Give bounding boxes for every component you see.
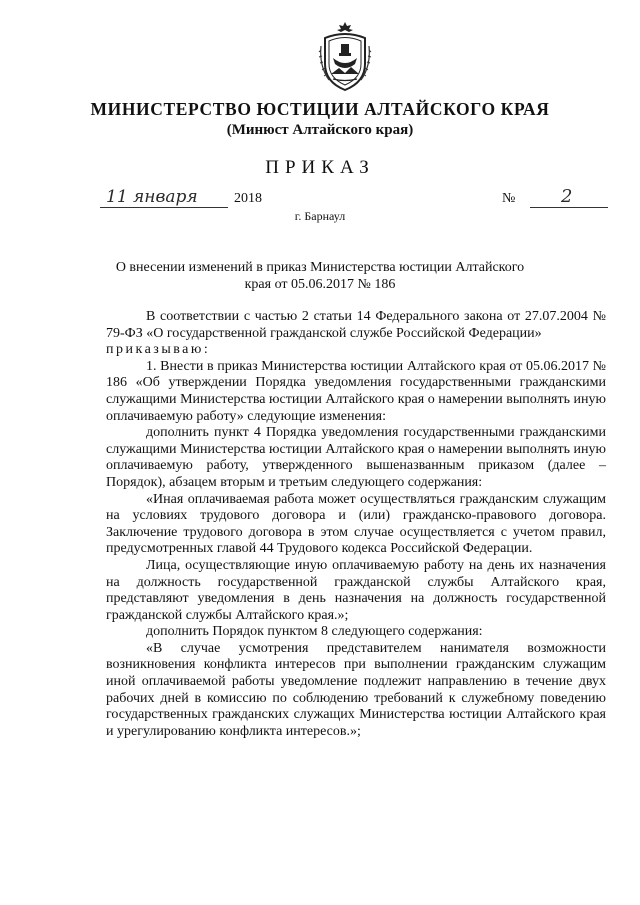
order-body	[106, 309, 606, 740]
handwritten-number: 2	[561, 186, 573, 207]
date-underline	[100, 207, 228, 208]
number-label: №	[502, 191, 516, 206]
city: г. Барнаул	[294, 209, 346, 223]
order-title: О внесении изменений в приказ Министерства юстиции Алтайского края от 05.06.2017 № 186	[115, 260, 525, 292]
order-year: 2018	[234, 191, 262, 206]
ministry-short-name: (Минюст Алтайского края)	[226, 122, 414, 138]
coat-of-arms-icon	[317, 20, 373, 94]
amendment-paragraph-1: дополнить пункт 4 Порядка уведомления государственными гражданскими служащими Министерства юстиции Алтайского края о намерении выполнять иную оплачиваемую работу, утвержденного вышеназванным приказом (далее – Порядок), абзацем вторым и третьим следующего содержания:	[106, 425, 606, 490]
preamble-paragraph: В соответствии с частью 2 статьи 14 Федерального закона от 27.07.2004 № 79-ФЗ «О государственной гражданской службе Российской Федерации»	[106, 309, 606, 341]
quoted-paragraph-3: «В случае усмотрения представителем нанимателя возможности возникновения конфликта интересов при выполнении гражданским служащим иной оплачиваемой работы уведомление подлежит направлению в течение двух рабочих дней в комиссию по соблюдению требований к служебному поведению государственных гражданских служащих Министерства юстиции Алтайского края и урегулированию конфликта интересов.»;	[106, 640, 606, 739]
document-type: ПРИКАЗ	[265, 157, 375, 178]
quoted-paragraph-2: Лица, осуществляющие иную оплачиваемую работу на день их назначения на должность государственной гражданской службы Алтайского края, представляют уведомления в день назначения на должность государственной гражданской службы Алтайского края.»;	[106, 557, 606, 623]
handwritten-date: 11 января	[106, 187, 198, 207]
number-underline	[530, 207, 608, 208]
quoted-paragraph-1: «Иная оплачиваемая работа может осуществляться гражданским служащим на условиях трудового договора и (или) гражданско-правового договора. Заключение трудового договора в этом случае осуществляется с учетом правил, предусмотренных главой 44 Трудового кодекса Российской Федерации.	[106, 491, 606, 557]
item-1-paragraph: 1. Внести в приказ Министерства юстиции Алтайского края от 05.06.2017 № 186 «Об утверждении Порядка уведомления государственными гражданскими служащими Министерства юстиции Алтайского края о намерении выполнять иную оплачиваемую работу» следующие изменения:	[106, 358, 606, 424]
order-word-paragraph	[106, 342, 606, 359]
order-word: приказываю:	[106, 342, 211, 358]
ministry-name: МИНИСТЕРСТВО ЮСТИЦИИ АЛТАЙСКОГО КРАЯ	[90, 99, 550, 119]
amendment-paragraph-2: дополнить Порядок пунктом 8 следующего содержания:	[146, 624, 483, 640]
